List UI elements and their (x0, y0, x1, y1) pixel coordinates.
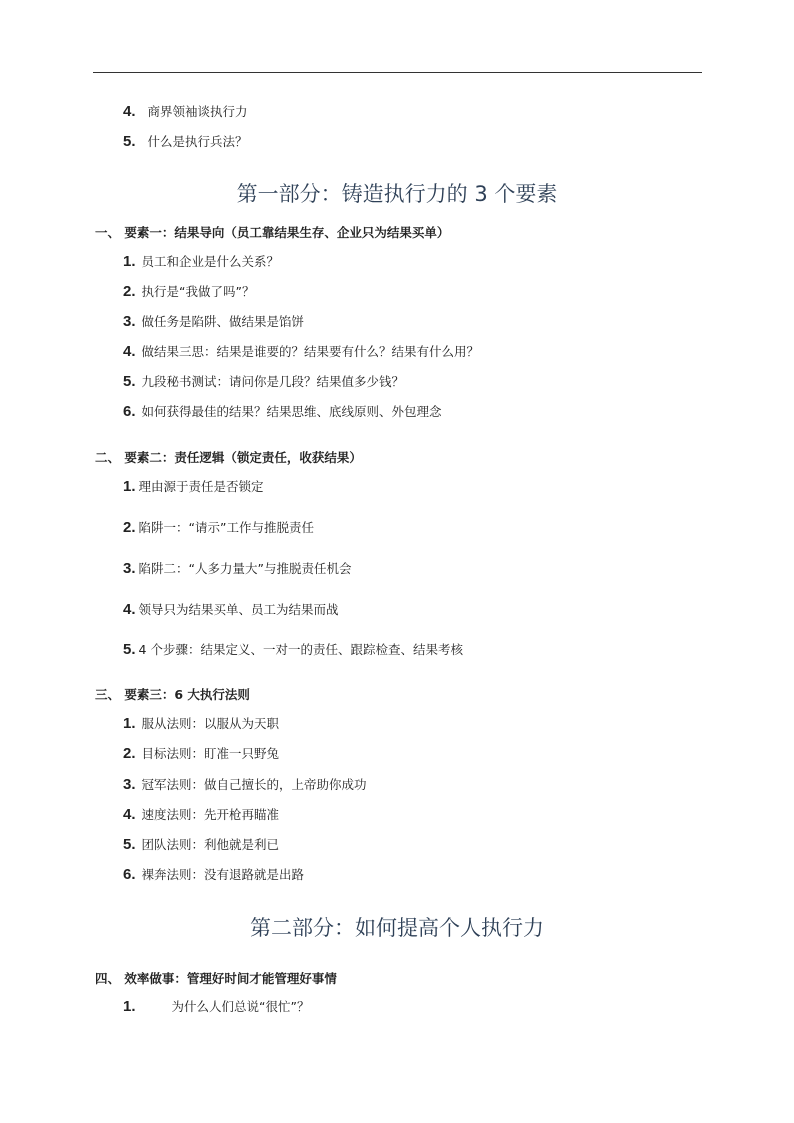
item-number: 5. (123, 641, 136, 658)
item-number: 2. (123, 283, 136, 300)
item-text: 九段秘书测试：请问你是几段？结果值多少钱？ (141, 374, 405, 389)
list-item (123, 104, 248, 120)
list-item (123, 479, 264, 495)
item-number: 4. (123, 601, 136, 618)
list-item (123, 520, 314, 536)
item-number: 6. (123, 866, 136, 883)
item-number: 1. (123, 998, 136, 1015)
list-item (123, 561, 351, 577)
item-number: 4. (123, 103, 136, 120)
item-text: 陷阱一：“请示”工作与推脱责任 (138, 520, 314, 535)
item-text: 做结果三思：结果是谁要的？结果要有什么？结果有什么用？ (141, 344, 480, 359)
item-text: 为什么人们总说“很忙”？ (171, 999, 310, 1014)
list-item (123, 134, 248, 150)
list-item (123, 314, 304, 330)
item-text: 服从法则：以服从为天职 (141, 716, 280, 731)
list-item (123, 837, 279, 853)
item-text: 做任务是陷阱、做结果是馅饼 (141, 314, 305, 329)
item-number: 5. (123, 133, 136, 150)
list-item (123, 284, 254, 300)
item-text: 目标法则：盯准一只野兔 (141, 746, 280, 761)
item-text: 理由源于责任是否锁定 (138, 479, 264, 494)
section3-title: 三、 要素三：6 大执行法则 (95, 687, 250, 702)
header-rule (93, 72, 702, 73)
item-number: 2. (123, 745, 136, 762)
section2-title: 二、 要素二：责任逻辑（锁定责任，收获结果） (95, 450, 362, 465)
item-text: 领导只为结果买单、员工为结果而战 (138, 602, 339, 617)
list-item (123, 344, 479, 360)
item-text: 执行是“我做了吗”？ (141, 284, 255, 299)
item-text: 速度法则：先开枪再瞄准 (141, 807, 280, 822)
item-number: 4. (123, 343, 136, 360)
item-text: 如何获得最佳的结果？结果思维、底线原则、外包理念 (141, 404, 442, 419)
part2-title: 第二部分：如何提高个人执行力 (250, 916, 544, 940)
item-number: 1. (123, 253, 136, 270)
part1-title: 第一部分：铸造执行力的 3 个要素 (236, 182, 558, 206)
item-number: 1. (123, 478, 136, 495)
item-text: 团队法则：利他就是利已 (141, 837, 280, 852)
item-text: 冠军法则：做自己擅长的，上帝助你成功 (141, 777, 367, 792)
item-text: 裸奔法则：没有退路就是出路 (141, 867, 305, 882)
item-text: 陷阱二：“人多力量大”与推脱责任机会 (138, 561, 352, 576)
item-number: 3. (123, 560, 136, 577)
list-item (123, 746, 279, 762)
item-number: 5. (123, 373, 136, 390)
list-item (123, 374, 404, 390)
item-number: 5. (123, 836, 136, 853)
item-number: 2. (123, 519, 136, 536)
list-item (123, 867, 304, 883)
item-number: 1. (123, 715, 136, 732)
item-text: 什么是执行兵法？ (147, 134, 248, 149)
list-item (123, 807, 279, 823)
item-text: 员工和企业是什么关系？ (141, 254, 280, 269)
item-number: 6. (123, 403, 136, 420)
section4-title: 四、 效率做事：管理好时间才能管理好事情 (95, 971, 337, 986)
list-item (123, 999, 309, 1015)
item-number: 4. (123, 806, 136, 823)
section1-title: 一、 要素一：结果导向（员工靠结果生存、企业只为结果买单） (95, 225, 450, 240)
list-item (123, 404, 442, 420)
list-item (123, 602, 339, 618)
item-text: 4 个步骤：结果定义、一对一的责任、跟踪检查、结果考核 (138, 642, 463, 657)
item-number: 3. (123, 313, 136, 330)
item-number: 3. (123, 776, 136, 793)
list-item (123, 716, 279, 732)
list-item (123, 777, 367, 793)
item-text: 商界领袖谈执行力 (147, 104, 248, 119)
list-item (123, 254, 279, 270)
list-item (123, 642, 463, 658)
